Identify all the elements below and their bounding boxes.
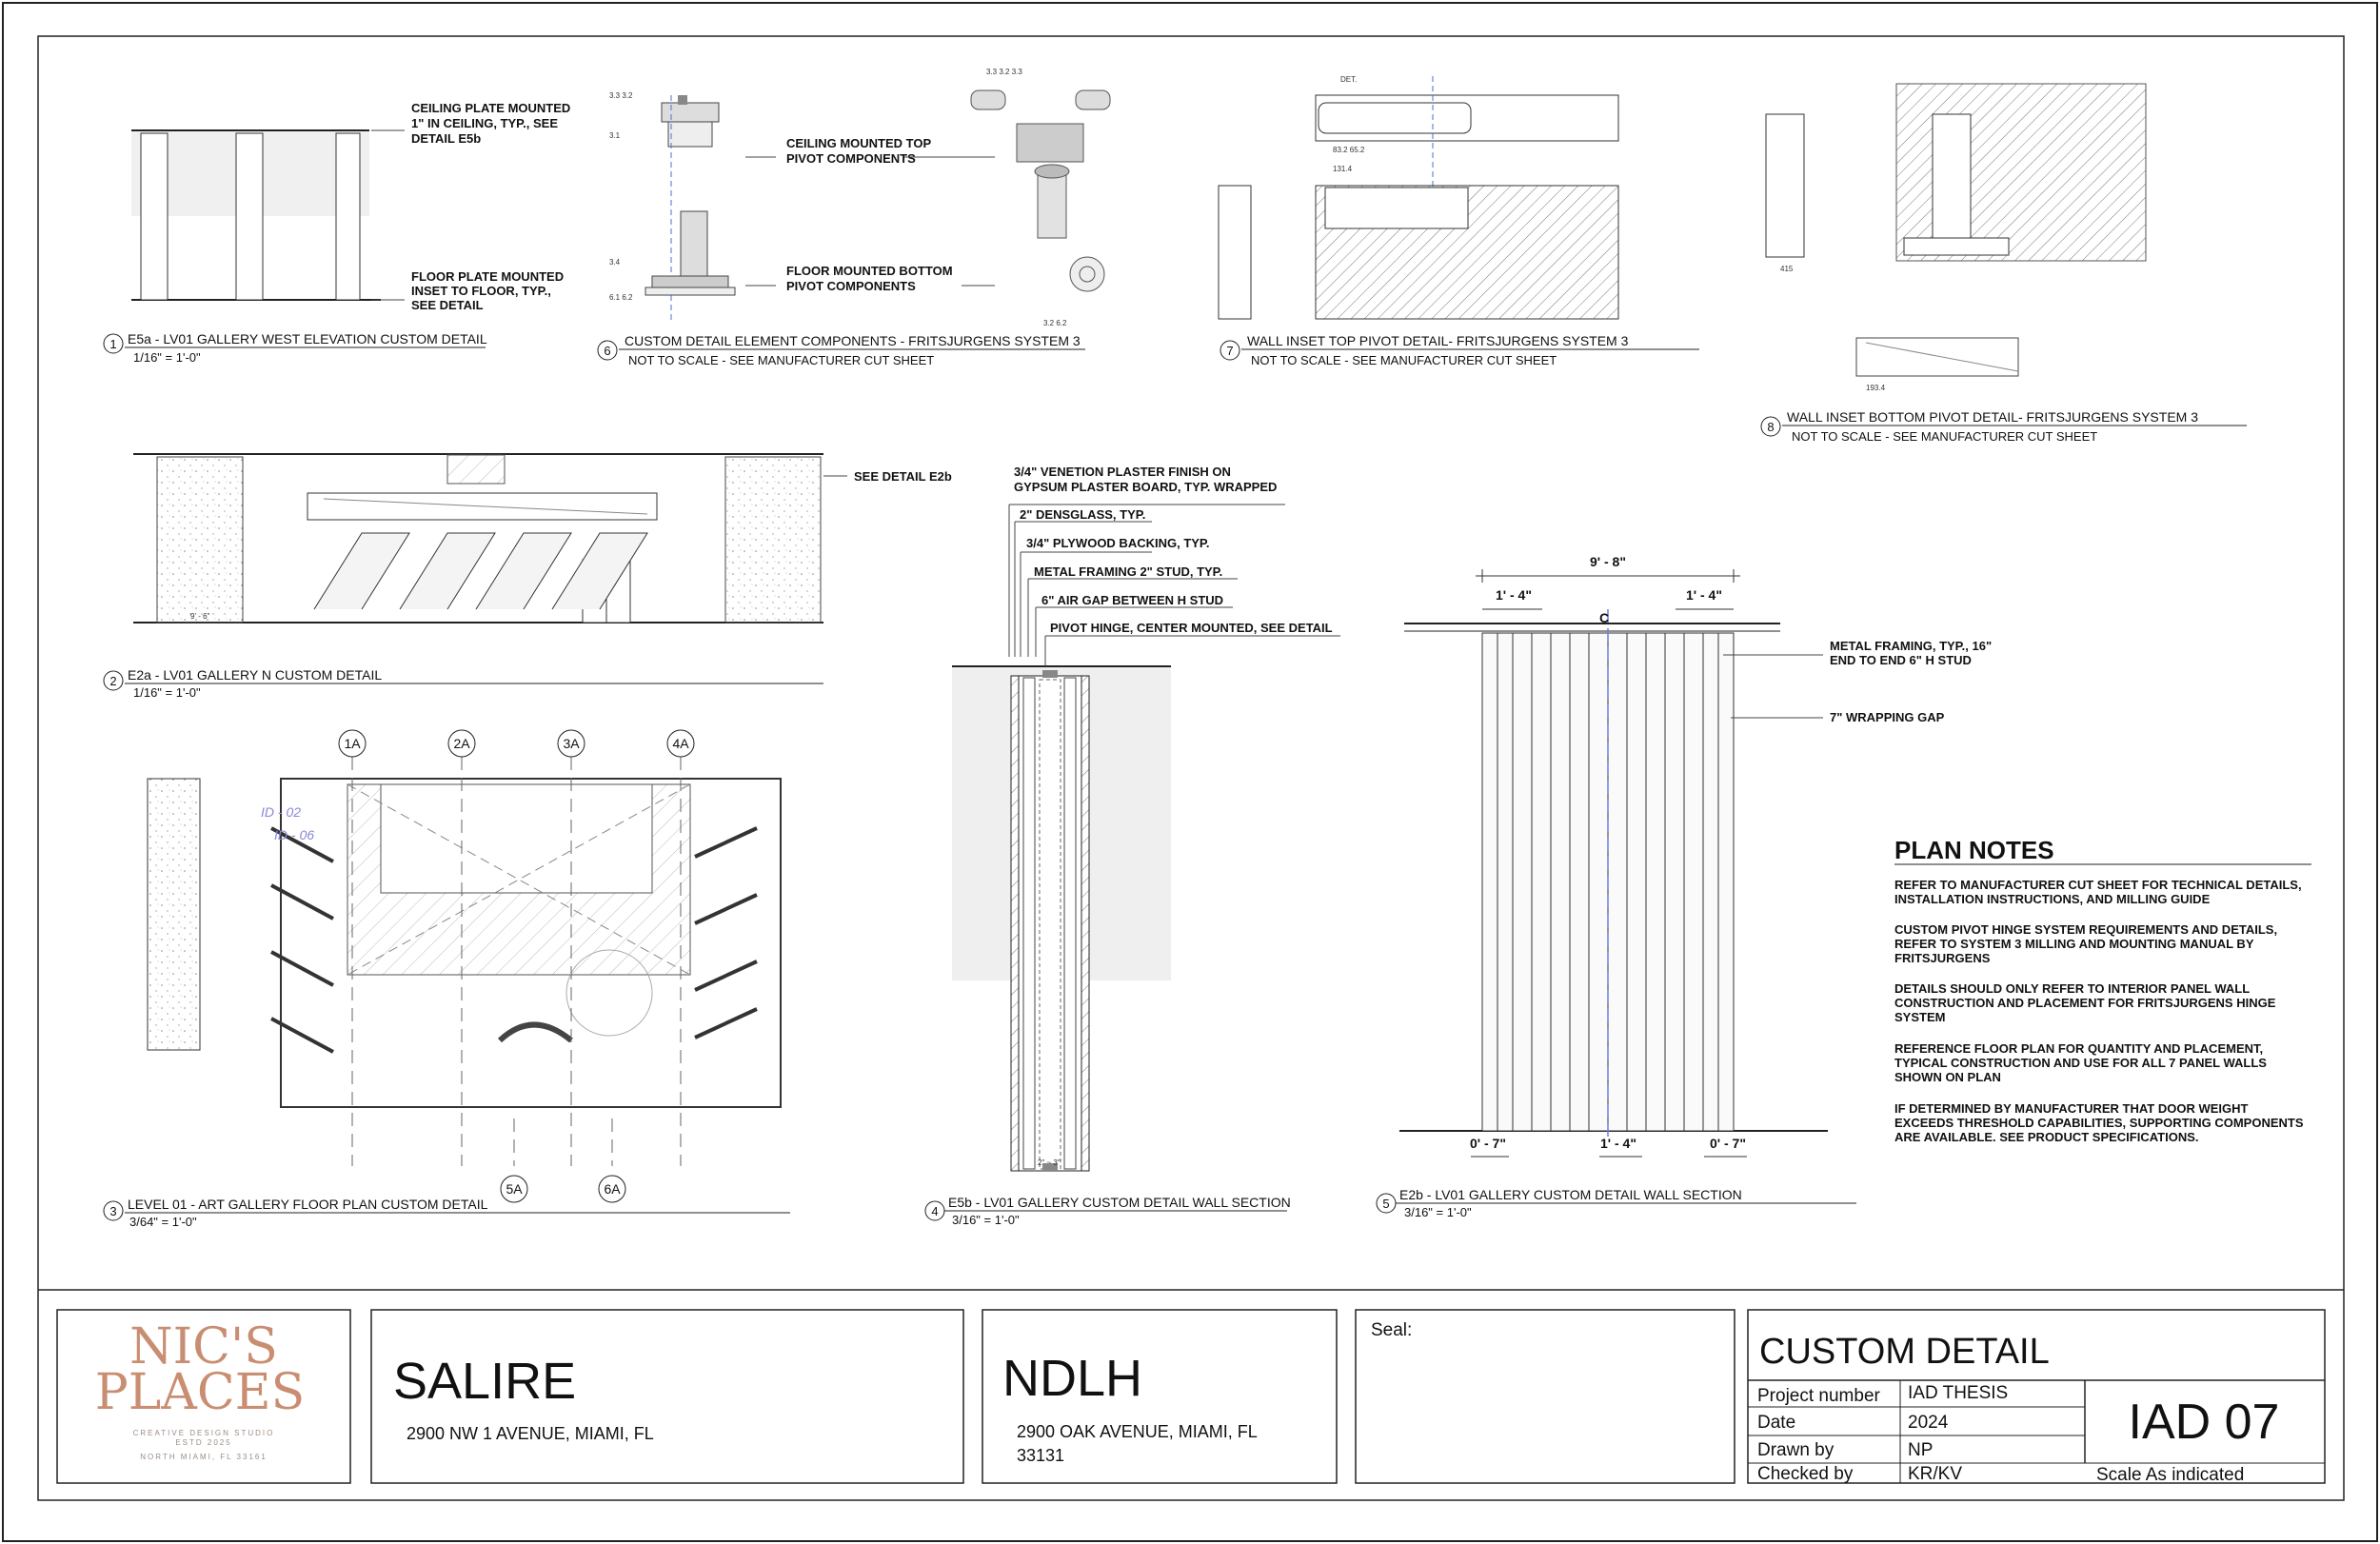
d4-scale: 3/16" = 1'-0"	[952, 1213, 1020, 1227]
detail-8-bottom-pivot	[1761, 84, 2247, 444]
svg-text:3.4: 3.4	[609, 258, 621, 267]
field-project-number-label: Project number	[1757, 1386, 1880, 1406]
detail-4-wall-section	[925, 465, 1340, 1227]
grid-4a: 4A	[672, 736, 689, 751]
detail-7-top-pivot	[1219, 75, 1699, 367]
d4-callout-3: 2" DENSGLASS, TYP.	[1020, 507, 1146, 522]
d4-callout-2: GYPSUM PLASTER BOARD, TYP. WRAPPED	[1014, 480, 1278, 494]
d5-dim-bottom-left: 0' - 7"	[1470, 1136, 1506, 1151]
d1-note-b-3: SEE DETAIL	[411, 298, 484, 312]
sheet-title: CUSTOM DETAIL	[1759, 1332, 2050, 1372]
client-address: 2900 NW 1 AVENUE, MIAMI, FL	[407, 1424, 654, 1443]
d2-title: E2a - LV01 GALLERY N CUSTOM DETAIL	[128, 667, 383, 683]
svg-text:9' - 6": 9' - 6"	[190, 612, 210, 621]
d5-dim-top-left: 1' - 4"	[1496, 587, 1532, 603]
d5-number: 5	[1382, 1197, 1390, 1211]
field-date-value: 2024	[1908, 1413, 1949, 1433]
note-1-line-2: INSTALLATION INSTRUCTIONS, AND MILLING GUIDE	[1894, 892, 2211, 906]
plan-notes-title: PLAN NOTES	[1894, 836, 2054, 864]
note-2-line-2: REFER TO SYSTEM 3 MILLING AND MOUNTING MANUAL BY	[1894, 937, 2254, 951]
logo-tagline: CREATIVE DESIGN STUDIO	[132, 1429, 275, 1437]
svg-text:131.4: 131.4	[1333, 165, 1353, 173]
seal-box	[1356, 1310, 1735, 1483]
plan-tag-id02: ID - 02	[261, 804, 302, 820]
d5-dim-top-right: 1' - 4"	[1686, 587, 1722, 603]
site-address-1: 2900 OAK AVENUE, MIAMI, FL	[1017, 1422, 1258, 1441]
d6-number: 6	[604, 344, 611, 358]
d4-number: 4	[931, 1204, 939, 1218]
d7-title: WALL INSET TOP PIVOT DETAIL- FRITSJURGENS SYSTEM 3	[1247, 333, 1629, 348]
grid-5a: 5A	[506, 1181, 523, 1197]
d2-number: 2	[109, 674, 117, 688]
field-drawn-by-value: NP	[1908, 1440, 1934, 1460]
d4-callout-6: 6" AIR GAP BETWEEN H STUD	[1041, 593, 1224, 607]
grid-6a: 6A	[604, 1181, 621, 1197]
d5-scale: 3/16" = 1'-0"	[1404, 1205, 1472, 1219]
note-4-line-1: REFERENCE FLOOR PLAN FOR QUANTITY AND PLACEMENT,	[1894, 1041, 2264, 1056]
d6-note-a-2: PIVOT COMPONENTS	[786, 151, 916, 166]
detail-2-north-elevation	[104, 454, 952, 700]
svg-text:3.1: 3.1	[609, 131, 621, 140]
logo-est: ESTD 2025	[175, 1438, 232, 1447]
d3-number: 3	[109, 1204, 117, 1218]
note-2-line-3: FRITSJURGENS	[1894, 951, 1991, 965]
d5-note-a-1: METAL FRAMING, TYP., 16"	[1830, 639, 1993, 653]
field-drawn-by-label: Drawn by	[1757, 1440, 1835, 1460]
svg-text:3.3 3.2 3.3: 3.3 3.2 3.3	[986, 68, 1022, 76]
detail-6-components	[598, 68, 1110, 367]
d5-dim-bottom-right: 0' - 7"	[1710, 1136, 1746, 1151]
note-3-line-1: DETAILS SHOULD ONLY REFER TO INTERIOR PANEL WALL	[1894, 981, 2251, 996]
svg-text:3.3 3.2: 3.3 3.2	[609, 91, 633, 100]
note-3-line-2: CONSTRUCTION AND PLACEMENT FOR FRITSJURGENS HINGE	[1894, 996, 2276, 1010]
d1-scale: 1/16" = 1'-0"	[133, 350, 201, 365]
note-1-line-1: REFER TO MANUFACTURER CUT SHEET FOR TECHNICAL DETAILS,	[1894, 878, 2302, 892]
svg-text:193.4: 193.4	[1866, 384, 1886, 392]
field-date-label: Date	[1757, 1413, 1796, 1433]
d6-scale: NOT TO SCALE - SEE MANUFACTURER CUT SHEET	[628, 353, 935, 367]
grid-2a: 2A	[453, 736, 470, 751]
svg-text:415: 415	[1780, 265, 1794, 273]
d2-note: SEE DETAIL E2b	[854, 469, 952, 484]
svg-text:DET.: DET.	[1340, 75, 1358, 84]
d4-title: E5b - LV01 GALLERY CUSTOM DETAIL WALL SECTION	[948, 1195, 1291, 1210]
d1-note-a-2: 1" IN CEILING, TYP., SEE	[411, 116, 559, 130]
d4-callout-5: METAL FRAMING 2" STUD, TYP.	[1034, 564, 1223, 579]
d1-title: E5a - LV01 GALLERY WEST ELEVATION CUSTOM DETAIL	[128, 331, 487, 346]
field-project-number-value: IAD THESIS	[1908, 1383, 2009, 1403]
field-checked-by-label: Checked by	[1757, 1464, 1854, 1484]
d4-callout-1: 3/4" VENETION PLASTER FINISH ON	[1014, 465, 1231, 479]
note-5-line-1: IF DETERMINED BY MANUFACTURER THAT DOOR WEIGHT	[1894, 1101, 2249, 1116]
svg-text:3.2 6.2: 3.2 6.2	[1043, 319, 1067, 327]
d5-note-a-2: END TO END 6" H STUD	[1830, 653, 1972, 667]
note-4-line-2: TYPICAL CONSTRUCTION AND USE FOR ALL 7 PANEL WALLS	[1894, 1056, 2267, 1070]
d3-scale: 3/64" = 1'-0"	[129, 1215, 197, 1229]
d4-callout-7: PIVOT HINGE, CENTER MOUNTED, SEE DETAIL	[1050, 621, 1333, 635]
d6-title: CUSTOM DETAIL ELEMENT COMPONENTS - FRITSJURGENS SYSTEM 3	[625, 333, 1081, 348]
d1-note-a-1: CEILING PLATE MOUNTED	[411, 101, 571, 115]
site-address-2: 33131	[1017, 1446, 1065, 1465]
plan-tag-id06: ID - 06	[274, 827, 315, 842]
detail-3-floor-plan	[104, 730, 790, 1229]
d8-number: 8	[1767, 420, 1775, 434]
d1-number: 1	[109, 337, 117, 351]
sheet-scale: Scale As indicated	[2096, 1465, 2245, 1485]
d6-note-b-2: PIVOT COMPONENTS	[786, 279, 916, 293]
title-block	[57, 1310, 2325, 1485]
note-5-line-2: EXCEEDS THRESHOLD CAPABILITIES, SUPPORTING COMPONENTS	[1894, 1116, 2304, 1130]
svg-text:83.2 65.2: 83.2 65.2	[1333, 146, 1365, 154]
d5-title: E2b - LV01 GALLERY CUSTOM DETAIL WALL SECTION	[1399, 1187, 1742, 1202]
d6-note-a-1: CEILING MOUNTED TOP	[786, 136, 932, 150]
note-5-line-3: ARE AVAILABLE. SEE PRODUCT SPECIFICATIONS.	[1894, 1130, 2199, 1144]
d8-scale: NOT TO SCALE - SEE MANUFACTURER CUT SHEET	[1792, 429, 2098, 444]
svg-text:2" ~ 3": 2" ~ 3"	[1038, 1158, 1061, 1167]
d7-number: 7	[1226, 344, 1234, 358]
d5-centerline: C	[1598, 610, 1610, 625]
plan-notes	[1894, 836, 2311, 1144]
note-2-line-1: CUSTOM PIVOT HINGE SYSTEM REQUIREMENTS AND DETAILS,	[1894, 922, 2278, 937]
logo-location: NORTH MIAMI, FL 33161	[140, 1453, 268, 1461]
svg-text:6.1 6.2: 6.1 6.2	[609, 293, 633, 302]
note-3-line-3: SYSTEM	[1894, 1010, 1946, 1024]
d1-note-b-1: FLOOR PLATE MOUNTED	[411, 269, 565, 284]
d8-title: WALL INSET BOTTOM PIVOT DETAIL- FRITSJURGENS SYSTEM 3	[1787, 409, 2198, 425]
logo-line-2: PLACES	[94, 1364, 306, 1421]
d3-title: LEVEL 01 - ART GALLERY FLOOR PLAN CUSTOM DETAIL	[128, 1197, 488, 1212]
detail-1-west-elevation	[104, 101, 570, 365]
d6-note-b-1: FLOOR MOUNTED BOTTOM	[786, 264, 953, 278]
d1-note-b-2: INSET TO FLOOR, TYP.,	[411, 284, 551, 298]
d5-note-b: 7" WRAPPING GAP	[1830, 710, 1945, 724]
site-name: NDLH	[1002, 1350, 1143, 1407]
d1-note-a-3: DETAIL E5b	[411, 131, 482, 146]
seal-label: Seal:	[1371, 1320, 1413, 1340]
d5-dim-bottom-center: 1' - 4"	[1600, 1136, 1636, 1151]
logo-line-1: NIC'S	[129, 1318, 278, 1376]
note-4-line-3: SHOWN ON PLAN	[1894, 1070, 2001, 1084]
d5-dim-overall: 9' - 8"	[1590, 554, 1626, 569]
field-checked-by-value: KR/KV	[1908, 1464, 1963, 1484]
d2-scale: 1/16" = 1'-0"	[133, 685, 201, 700]
client-name: SALIRE	[393, 1353, 577, 1410]
sheet-number: IAD 07	[2128, 1395, 2280, 1450]
grid-1a: 1A	[344, 736, 361, 751]
grid-3a: 3A	[563, 736, 580, 751]
d7-scale: NOT TO SCALE - SEE MANUFACTURER CUT SHEET	[1251, 353, 1557, 367]
d4-callout-4: 3/4" PLYWOOD BACKING, TYP.	[1026, 536, 1210, 550]
